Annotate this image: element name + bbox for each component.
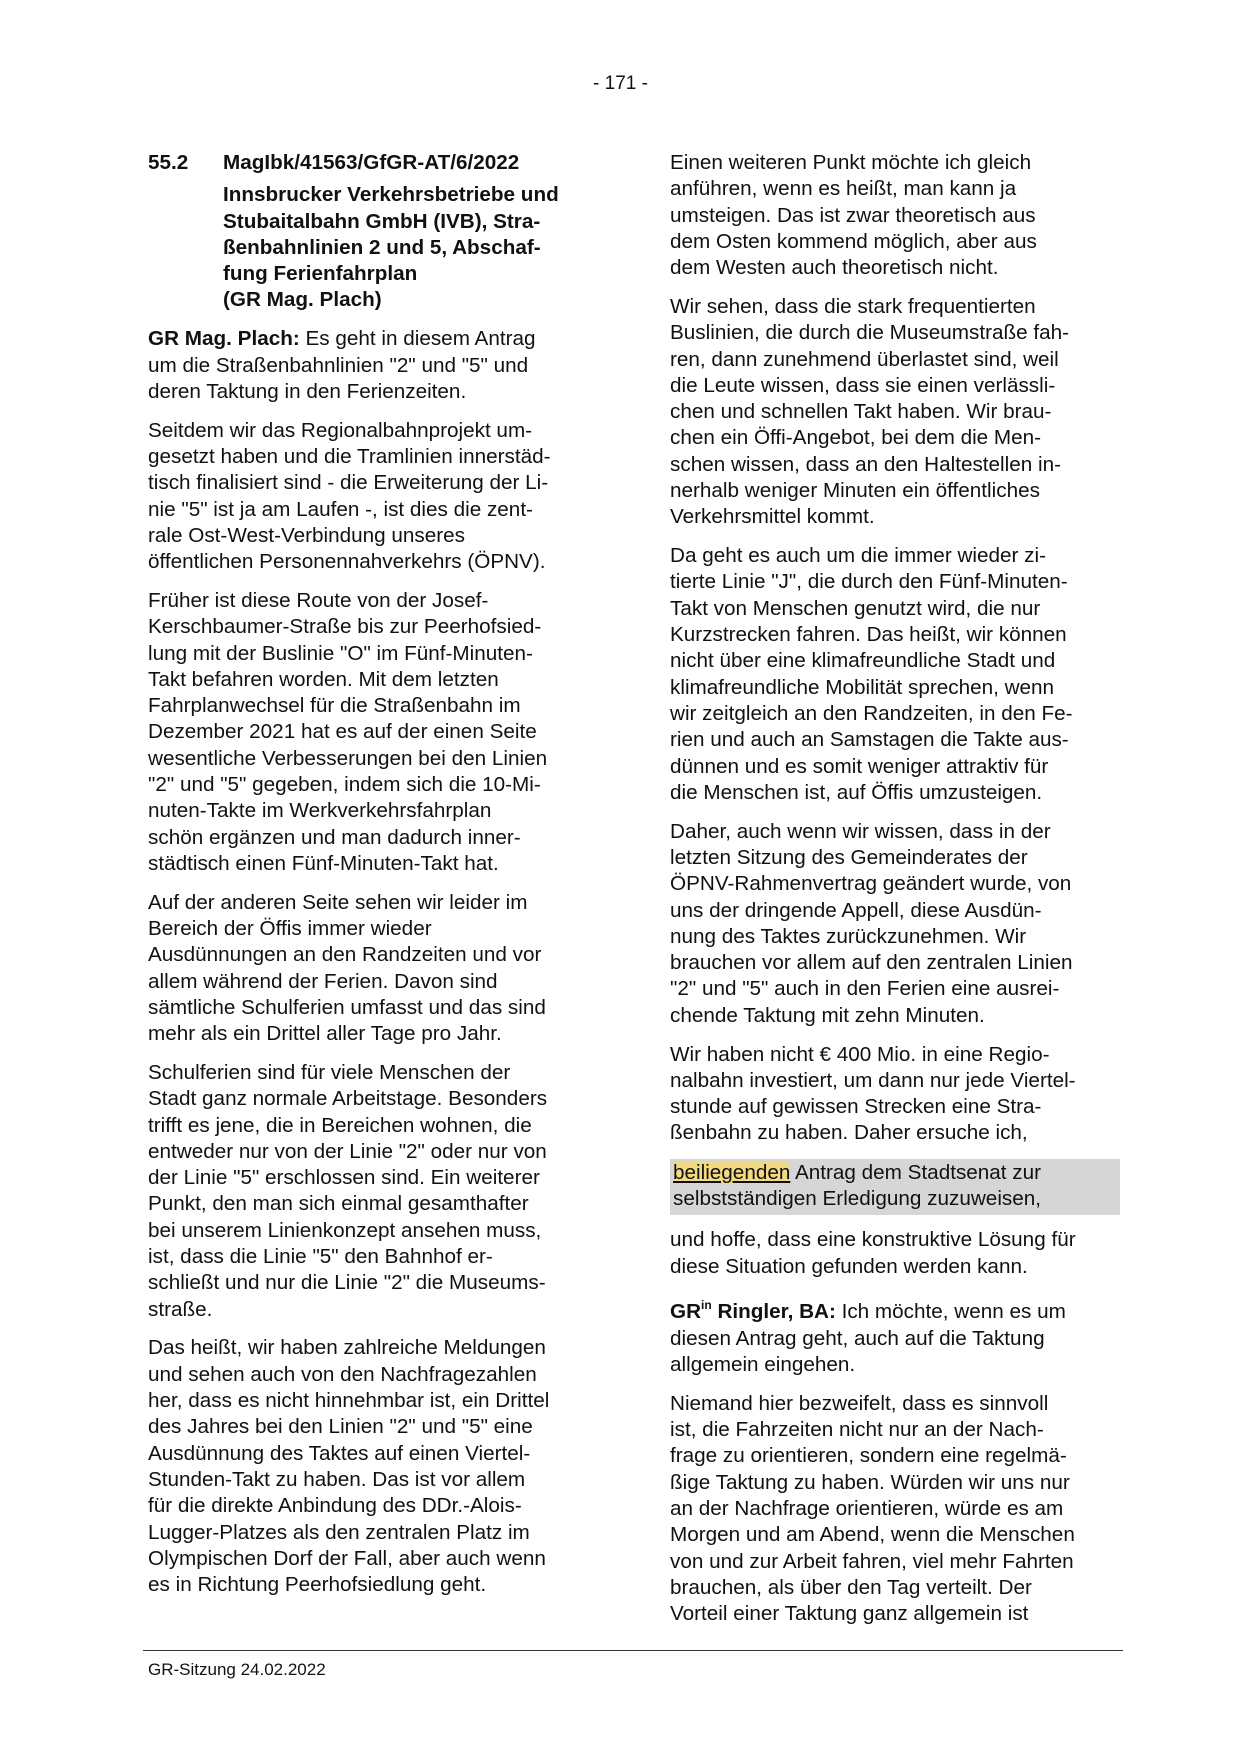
text-line: "2" und "5" auch in den Ferien eine ausrei- — [670, 977, 1060, 1001]
paragraph — [670, 543, 1120, 806]
agenda-item-title-line: fung Ferienfahrplan — [223, 262, 418, 286]
text-line: entweder nur von der Linie "2" oder nur von — [148, 1139, 547, 1163]
text-line: öffentlichen Personennahverkehrs (ÖPNV). — [148, 550, 546, 574]
speaker-name — [670, 1300, 836, 1323]
paragraph — [148, 1335, 598, 1598]
text-line: Schulferien sind für viele Menschen der — [148, 1061, 511, 1084]
text-line: dem Westen auch theoretisch nicht. — [670, 256, 999, 280]
text-line: dem Osten kommend möglich, aber aus — [670, 229, 1037, 253]
text-line: deren Taktung in den Ferienzeiten. — [148, 379, 467, 403]
agenda-item-heading — [148, 150, 598, 314]
text-line: bei unserem Linienkonzept ansehen muss, — [148, 1218, 542, 1242]
paragraph — [670, 1042, 1120, 1147]
text-line — [148, 326, 598, 352]
text-line: Früher ist diese Route von der Josef- — [148, 588, 489, 612]
agenda-item-number: 55.2 — [148, 151, 189, 174]
text-line: an der Nachfrage orientieren, würde es am — [670, 1496, 1064, 1520]
text-line: nung des Taktes zurückzunehmen. Wir — [670, 924, 1027, 948]
text-line: es in Richtung Peerhofsiedlung geht. — [148, 1573, 487, 1597]
text-fragment: Es geht in diesem Antrag — [299, 327, 536, 351]
text-line: Wir sehen, dass die stark frequentierten — [670, 294, 1036, 318]
paragraph — [670, 1391, 1120, 1628]
text-line: rien und auch an Samstagen die Takte aus- — [670, 728, 1069, 752]
text-line: Das heißt, wir haben zahlreiche Meldungen — [148, 1336, 546, 1360]
text-fragment: Ich möchte, wenn es um — [835, 1300, 1066, 1324]
text-line: Dezember 2021 hat es auf der einen Seite — [148, 720, 537, 744]
left-column — [148, 150, 598, 1611]
text-line: Niemand hier bezweifelt, dass es sinnvoll — [670, 1391, 1049, 1415]
agenda-item-title-line: Innsbrucker Verkehrsbetriebe und — [223, 183, 559, 207]
text-line: der Linie "5" erschlossen sind. Ein weiterer — [148, 1166, 540, 1190]
text-line: und sehen auch von den Nachfragezahlen — [148, 1362, 537, 1386]
paragraph — [670, 294, 1120, 531]
speaker-title: GR — [670, 1300, 702, 1324]
text-line: ist, dass die Linie "5" den Bahnhof er- — [148, 1245, 493, 1269]
text-line: frage zu orientieren, sondern eine regelmä- — [670, 1444, 1067, 1468]
agenda-item-number-line — [148, 150, 598, 176]
text-line: Olympischen Dorf der Fall, aber auch wenn — [148, 1546, 546, 1570]
text-line: ist, die Fahrzeiten nicht nur an der Nach- — [670, 1418, 1044, 1442]
text-line: wesentliche Verbesserungen bei den Linien — [148, 746, 548, 770]
text-line: und hoffe, dass eine konstruktive Lösung für — [670, 1228, 1076, 1252]
text-line: allem während der Ferien. Davon sind — [148, 969, 498, 993]
footer-text: GR-Sitzung 24.02.2022 — [148, 1660, 326, 1679]
highlighted-word: beiliegenden — [673, 1161, 791, 1185]
text-line: ßige Taktung zu haben. Würden wir uns nur — [670, 1470, 1070, 1494]
text-line: Kurzstrecken fahren. Das heißt, wir können — [670, 623, 1067, 647]
text-line: Ausdünnungen an den Randzeiten und vor — [148, 943, 542, 967]
text-line: wir zeitgleich an den Randzeiten, in den Fe- — [670, 701, 1073, 725]
footer-divider — [143, 1650, 1123, 1651]
speaker-title-suffix: in — [701, 1298, 712, 1313]
text-line: brauchen, als über den Tag verteilt. Der — [670, 1575, 1032, 1599]
agenda-item-title-line: Stubaitalbahn GmbH (IVB), Stra- — [223, 209, 541, 233]
text-line: Ausdünnung des Taktes auf einen Viertel- — [148, 1441, 531, 1465]
text-line: Fahrplanwechsel für die Straßenbahn im — [148, 694, 521, 718]
text-line: die Leute wissen, dass sie einen verlässli- — [670, 373, 1056, 397]
speaker-name: GR Mag. Plach: — [148, 327, 300, 351]
paragraph — [148, 588, 598, 877]
paragraph — [148, 890, 598, 1048]
text-line: Kerschbaumer-Straße bis zur Peerhofsied- — [148, 615, 542, 639]
text-line: nerhalb weniger Minuten ein öffentliches — [670, 479, 1040, 503]
text-line: Takt von Menschen genutzt wird, die nur — [670, 596, 1041, 620]
text-line: allgemein eingehen. — [670, 1352, 856, 1376]
text-line: uns der dringende Appell, diese Ausdün- — [670, 898, 1042, 922]
text-line: Stunden-Takt zu haben. Das ist vor allem — [148, 1467, 526, 1491]
paragraph — [670, 150, 1120, 281]
text-line: für die direkte Anbindung des DDr.-Alois- — [148, 1494, 522, 1518]
text-line: gesetzt haben und die Tramlinien innerstäd- — [148, 444, 551, 468]
text-line: chende Taktung mit zehn Minuten. — [670, 1003, 985, 1027]
text-line: selbstständigen Erledigung zuzuweisen, — [673, 1187, 1042, 1211]
text-line: rale Ost-West-Verbindung unseres — [148, 523, 465, 547]
text-line: straße. — [148, 1297, 213, 1321]
text-line: ßenbahn zu haben. Daher ersuche ich, — [670, 1121, 1028, 1145]
text-line: her, dass es nicht hinnehmbar ist, ein Drittel — [148, 1389, 550, 1413]
text-line: Seitdem wir das Regionalbahnprojekt um- — [148, 418, 533, 442]
text-line: Daher, auch wenn wir wissen, dass in der — [670, 819, 1051, 843]
text-line: Lugger-Platzes als den zentralen Platz im — [148, 1520, 530, 1544]
text-line: Vorteil einer Taktung ganz allgemein ist — [670, 1602, 1029, 1626]
text-line: schön ergänzen und man dadurch inner- — [148, 825, 521, 849]
right-column — [670, 150, 1120, 1640]
paragraph — [670, 1227, 1120, 1280]
text-line: stunde auf gewissen Strecken eine Stra- — [670, 1095, 1042, 1119]
text-line: um die Straßenbahnlinien "2" und "5" und — [148, 353, 529, 377]
text-line: die Menschen ist, auf Öffis umzusteigen. — [670, 780, 1043, 804]
text-line: nie "5" ist ja am Laufen -, ist dies die zent- — [148, 497, 533, 521]
text-line: Takt befahren worden. Mit dem letzten — [148, 667, 499, 691]
text-line: städtisch einen Fünf-Minuten-Takt hat. — [148, 851, 499, 875]
text-line: ÖPNV-Rahmenvertrag geändert wurde, von — [670, 872, 1072, 896]
text-line: tisch finalisiert sind - die Erweiterung der Li- — [148, 471, 549, 495]
speaker-statement — [148, 326, 598, 405]
text-line — [670, 1292, 1120, 1325]
text-line: schließt und nur die Linie "2" die Museums- — [148, 1271, 546, 1295]
text-line: Buslinien, die durch die Museumstraße fah- — [670, 321, 1070, 345]
text-line: sämtliche Schulferien umfasst und das sind — [148, 995, 546, 1019]
text-line — [673, 1160, 1117, 1186]
page-number: - 171 - — [593, 73, 648, 94]
text-line: Punkt, den man sich einmal gesamthafter — [148, 1192, 529, 1216]
text-line: umsteigen. Das ist zwar theoretisch aus — [670, 203, 1036, 227]
text-line: Morgen und am Abend, wenn die Menschen — [670, 1523, 1075, 1547]
text-line: chen ein Öffi-Angebot, bei dem die Men- — [670, 426, 1042, 450]
text-line: anführen, wenn es heißt, man kann ja — [670, 177, 1017, 201]
agenda-item-reference: MagIbk/41563/GfGR-AT/6/2022 — [223, 151, 520, 174]
paragraph — [670, 819, 1120, 1029]
motion-box — [670, 1159, 1120, 1215]
text-line: nuten-Takte im Werkverkehrsfahrplan — [148, 799, 492, 823]
text-line: lung mit der Buslinie "O" im Fünf-Minuten- — [148, 641, 533, 665]
agenda-item-title-line: ßenbahnlinien 2 und 5, Abschaf- — [223, 235, 541, 259]
text-line: ren, dann zunehmend überlastet sind, weil — [670, 347, 1059, 371]
text-line: diese Situation gefunden werden kann. — [670, 1254, 1028, 1278]
text-line: von und zur Arbeit fahren, viel mehr Fahrten — [670, 1549, 1074, 1573]
speaker-surname: Ringler, BA: — [711, 1300, 836, 1324]
text-line: Verkehrsmittel kommt. — [670, 505, 875, 529]
text-line: Einen weiteren Punkt möchte ich gleich — [670, 151, 1032, 174]
text-line: Auf der anderen Seite sehen wir leider im — [148, 890, 528, 914]
text-line: nalbahn investiert, um dann nur jede Viertel- — [670, 1068, 1076, 1092]
text-line: "2" und "5" gegeben, indem sich die 10-Mi- — [148, 773, 541, 797]
text-line: klimafreundliche Mobilität sprechen, wenn — [670, 675, 1055, 699]
paragraph — [148, 1060, 598, 1323]
text-line: brauchen vor allem auf den zentralen Linien — [670, 951, 1073, 975]
text-line: chen und schnellen Takt haben. Wir brau- — [670, 400, 1052, 424]
paragraph — [148, 418, 598, 576]
text-line: trifft es jene, die in Bereichen wohnen, die — [148, 1113, 532, 1137]
text-line: diesen Antrag geht, auch auf die Taktung — [670, 1326, 1045, 1350]
text-line: des Jahres bei den Linien "2" und "5" eine — [148, 1415, 533, 1439]
speaker-statement — [670, 1292, 1120, 1378]
text-line: letzten Sitzung des Gemeinderates der — [670, 845, 1028, 869]
text-fragment: Antrag dem Stadtsenat zur — [790, 1161, 1042, 1185]
text-line: dünnen und es somit weniger attraktiv für — [670, 754, 1049, 778]
text-line: mehr als ein Drittel aller Tage pro Jahr. — [148, 1022, 502, 1046]
text-line: Wir haben nicht € 400 Mio. in eine Regio- — [670, 1042, 1050, 1066]
text-line: Stadt ganz normale Arbeitstage. Besonders — [148, 1087, 548, 1111]
text-line: nicht über eine klimafreundliche Stadt und — [670, 649, 1056, 673]
text-line: Bereich der Öffis immer wieder — [148, 917, 432, 941]
text-line: tierte Linie "J", die durch den Fünf-Minuten- — [670, 570, 1068, 594]
text-line: Da geht es auch um die immer wieder zi- — [670, 544, 1046, 568]
agenda-item-title — [148, 182, 598, 313]
text-line: schen wissen, dass an den Haltestellen in- — [670, 452, 1061, 476]
agenda-item-title-line: (GR Mag. Plach) — [223, 288, 382, 312]
